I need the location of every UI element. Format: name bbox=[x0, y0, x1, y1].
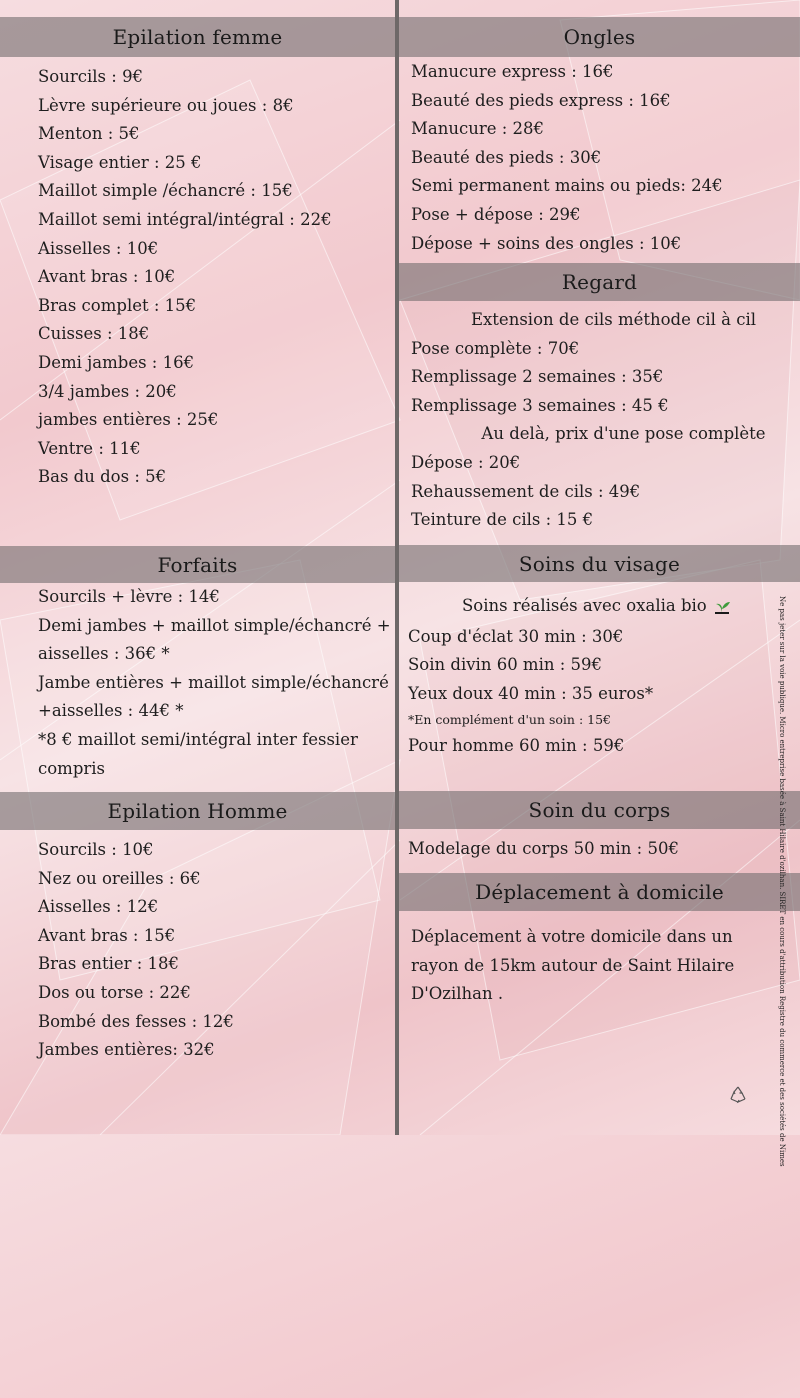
header-soin-corps: Soin du corps bbox=[399, 791, 800, 829]
list-item: Pose + dépose : 29€ bbox=[411, 204, 581, 224]
list-ongles bbox=[411, 58, 723, 258]
list-epilation-femme bbox=[38, 63, 332, 492]
regard-note: Au delà, prix d'une pose complète bbox=[481, 424, 766, 444]
list-item: Manucure express : 16€ bbox=[411, 62, 614, 81]
soins-visage-note: *En complément d'un soin : 15€ bbox=[408, 712, 611, 728]
list-item: +aisselles : 44€ * bbox=[38, 701, 184, 721]
list-item: Avant bras : 15€ bbox=[38, 925, 176, 945]
deplacement-line: rayon de 15km autour de Saint Hilaire bbox=[411, 955, 735, 975]
list-item: Sourcils : 9€ bbox=[38, 67, 144, 86]
list-item: Jambe entières + maillot simple/échancré bbox=[38, 672, 389, 692]
list-item: Rehaussement de cils : 49€ bbox=[411, 481, 641, 501]
header-regard: Regard bbox=[399, 263, 800, 301]
list-epilation-homme bbox=[38, 836, 234, 1065]
list-item: Pour homme 60 min : 59€ bbox=[408, 736, 625, 756]
list-item: aisselles : 36€ * bbox=[38, 644, 170, 664]
leaf-icon bbox=[712, 599, 732, 615]
list-regard bbox=[411, 306, 786, 535]
list-item: Remplissage 2 semaines : 35€ bbox=[411, 367, 664, 387]
list-item: Lèvre supérieure ou joues : 8€ bbox=[38, 95, 294, 115]
list-item: Bombé des fesses : 12€ bbox=[38, 1011, 234, 1031]
list-item: Soin divin 60 min : 59€ bbox=[408, 655, 603, 675]
list-item: Maillot simple /échancré : 15€ bbox=[38, 181, 293, 201]
list-item: compris bbox=[38, 758, 106, 778]
list-item: Bas du dos : 5€ bbox=[38, 467, 167, 487]
list-item: Cuisses : 18€ bbox=[38, 324, 150, 344]
list-item: Manucure : 28€ bbox=[411, 119, 545, 139]
list-item: Aisselles : 10€ bbox=[38, 238, 159, 258]
column-divider bbox=[395, 0, 399, 1135]
list-item: 3/4 jambes : 20€ bbox=[38, 381, 177, 401]
list-item: Aisselles : 12€ bbox=[38, 897, 159, 917]
list-item: Dépose + soins des ongles : 10€ bbox=[411, 233, 682, 253]
list-item: Modelage du corps 50 min : 50€ bbox=[408, 839, 679, 858]
header-ongles: Ongles bbox=[399, 17, 800, 57]
list-deplacement bbox=[411, 923, 734, 1009]
soins-visage-subtitle bbox=[408, 592, 786, 621]
list-item: Semi permanent mains ou pieds: 24€ bbox=[411, 176, 723, 196]
header-epilation-homme: Epilation Homme bbox=[0, 792, 395, 830]
list-item: Yeux doux 40 min : 35 euros* bbox=[408, 683, 654, 703]
list-item: Maillot semi intégral/intégral : 22€ bbox=[38, 209, 332, 229]
list-item: Sourcils : 10€ bbox=[38, 840, 154, 859]
header-forfaits: Forfaits bbox=[0, 546, 395, 583]
list-item: Sourcils + lèvre : 14€ bbox=[38, 587, 220, 606]
list-item: Pose complète : 70€ bbox=[411, 338, 580, 358]
list-item: Ventre : 11€ bbox=[38, 438, 141, 458]
deplacement-line: Déplacement à votre domicile dans un bbox=[411, 927, 733, 946]
list-item: Teinture de cils : 15 € bbox=[411, 510, 594, 530]
recycle-icon bbox=[728, 1085, 748, 1105]
list-soin-corps bbox=[408, 835, 679, 864]
list-item: Dos ou torse : 22€ bbox=[38, 982, 191, 1002]
list-item: Remplissage 3 semaines : 45 € bbox=[411, 395, 669, 415]
list-item: Visage entier : 25 € bbox=[38, 152, 202, 172]
list-forfaits bbox=[38, 583, 391, 783]
header-soins-visage: Soins du visage bbox=[399, 545, 800, 582]
list-item: Menton : 5€ bbox=[38, 124, 140, 144]
deplacement-line: D'Ozilhan . bbox=[411, 984, 504, 1004]
legal-vertical-text: Ne pas jeter sur la voie publique. Micro entreprise basée à Saint Hilaire d'ozilhan. SIRET en cours d'attribution Registre du commerce et des sociétés de Nimes bbox=[778, 596, 786, 1167]
list-item: jambes entières : 25€ bbox=[38, 410, 219, 430]
list-item: Bras complet : 15€ bbox=[38, 295, 197, 315]
list-item: Avant bras : 10€ bbox=[38, 267, 176, 287]
list-item: Demi jambes : 16€ bbox=[38, 352, 195, 372]
list-item: Demi jambes + maillot simple/échancré + bbox=[38, 615, 391, 635]
list-item: Beauté des pieds express : 16€ bbox=[411, 90, 671, 110]
list-item: Coup d'éclat 30 min : 30€ bbox=[408, 626, 624, 646]
regard-subtitle: Extension de cils méthode cil à cil bbox=[470, 310, 757, 329]
list-soins-visage bbox=[408, 592, 786, 761]
header-epilation-femme: Epilation femme bbox=[0, 17, 395, 57]
list-item: *8 € maillot semi/intégral inter fessier bbox=[38, 729, 358, 749]
list-item: Nez ou oreilles : 6€ bbox=[38, 868, 201, 888]
list-item: Dépose : 20€ bbox=[411, 452, 521, 472]
list-item: Bras entier : 18€ bbox=[38, 954, 180, 974]
soins-visage-subtitle-text: Soins réalisés avec oxalia bio bbox=[462, 596, 707, 615]
header-deplacement: Déplacement à domicile bbox=[399, 873, 800, 911]
list-item: Beauté des pieds : 30€ bbox=[411, 147, 602, 167]
list-item: Jambes entières: 32€ bbox=[38, 1040, 215, 1060]
